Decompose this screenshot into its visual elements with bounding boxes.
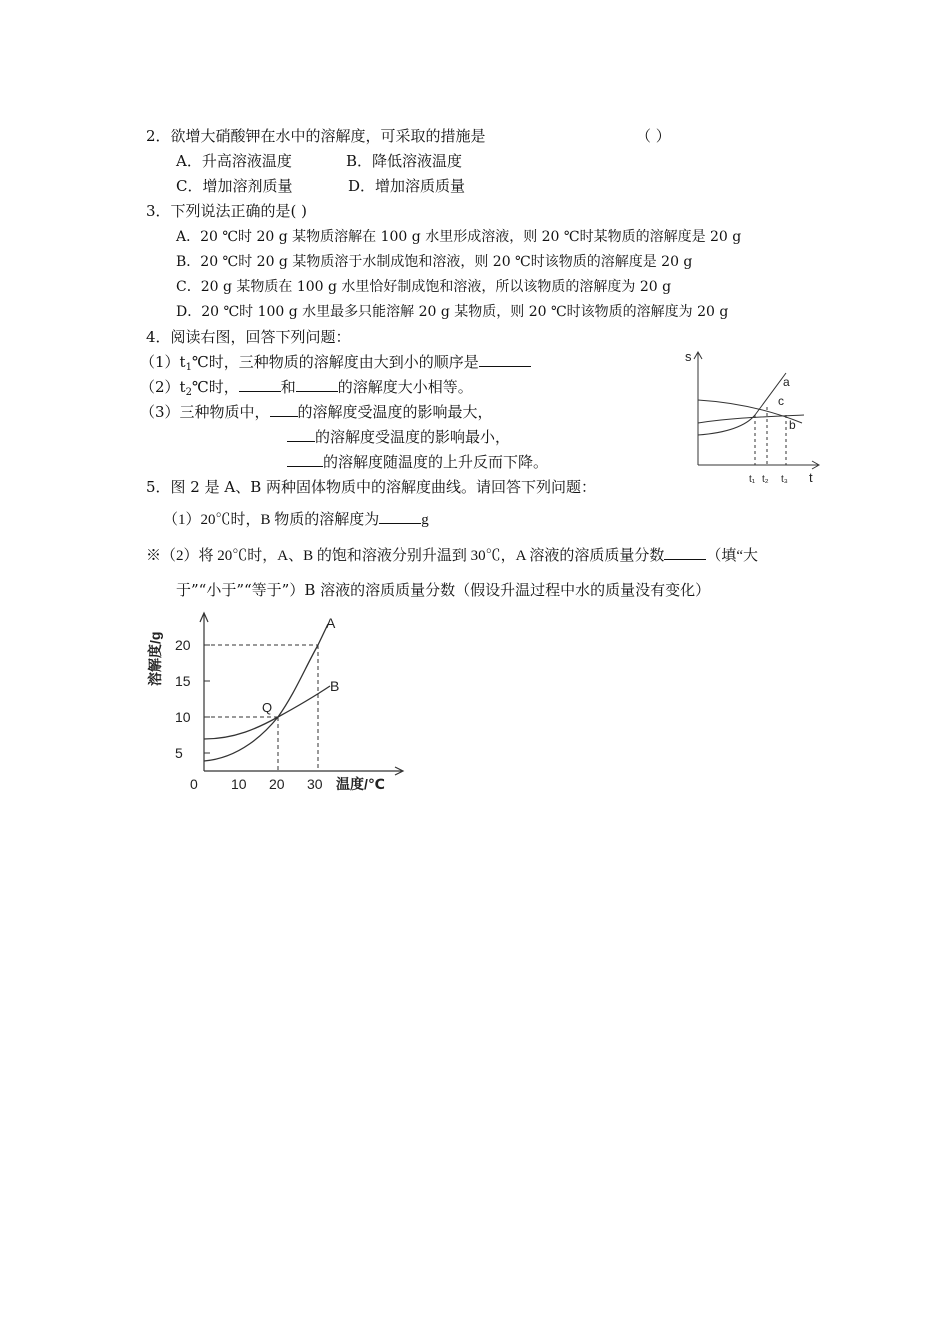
- q2-option-c: C．增加溶剂质量: [176, 177, 293, 195]
- x-tick-label-20: 20: [269, 776, 285, 792]
- q4-part-2-prefix: （2）t: [140, 378, 186, 396]
- t3-label: t₃: [781, 474, 788, 485]
- answer-blank[interactable]: [270, 402, 298, 417]
- y-tick-label-10: 10: [175, 709, 191, 725]
- q5-part-2-hint: （填“大: [706, 548, 759, 564]
- curve-a-label: a: [783, 375, 790, 389]
- y-tick-label-5: 5: [175, 745, 183, 761]
- q4-part-2-text: ℃时，: [191, 378, 239, 396]
- x-tick-label-10: 10: [231, 776, 247, 792]
- q2-stem: 2．欲增大硝酸钾在水中的溶解度，可采取的措施是: [146, 127, 486, 145]
- t2-subscript: 2: [185, 387, 192, 398]
- curve-b-label: B: [330, 678, 340, 694]
- q4-part-3-text-a: 的溶解度受温度的影响最大，: [297, 403, 493, 421]
- q4-part-3: [140, 402, 493, 422]
- t2-label: t₂: [762, 474, 769, 485]
- q2-answer-paren: （ ）: [636, 127, 671, 145]
- q4-part-3-line-2: [287, 427, 510, 447]
- q4-part-3-text-c: 的溶解度随温度的上升反而下降。: [323, 453, 549, 471]
- q5-part-2-line-1: [146, 545, 758, 566]
- q4-part-3-prefix: （3）三种物质中，: [140, 403, 270, 421]
- q5-part-1-unit: g: [421, 512, 429, 528]
- curve-a: [698, 373, 786, 435]
- q4-part-2-suffix: 的溶解度大小相等。: [337, 378, 473, 396]
- q2-option-b: B．降低溶液温度: [346, 152, 463, 170]
- x-tick-label-30: 30: [307, 776, 323, 792]
- curve-c-label: c: [778, 394, 784, 408]
- q4-part-2-and: 和: [280, 378, 296, 396]
- answer-blank[interactable]: [664, 545, 706, 560]
- q5-part-1: [163, 509, 429, 530]
- answer-blank[interactable]: [287, 452, 323, 467]
- answer-blank[interactable]: [239, 377, 281, 392]
- q4-part-1-prefix: （1）t: [140, 353, 186, 371]
- answer-blank[interactable]: [296, 377, 338, 392]
- q4-part-3-text-b: 的溶解度受温度的影响最小，: [315, 428, 511, 446]
- q4-stem: 4．阅读右图，回答下列问题：: [146, 328, 351, 346]
- y-tick-label-15: 15: [175, 673, 191, 689]
- y-axis-label: 溶解度/g: [147, 631, 163, 686]
- y-axis-label: s: [685, 349, 692, 364]
- x-axis-label: 温度/℃: [336, 776, 385, 792]
- q5-part-2-text: ※（2）将 20℃时，A、B 的饱和溶液分别升温到 30℃，A 溶液的溶质质量分数: [146, 548, 665, 564]
- q5-part-2-line-2: 于”“小于”“等于”）B 溶液的溶质质量分数（假设升温过程中水的质量没有变化）: [176, 581, 711, 599]
- curve-b-label: b: [789, 418, 796, 432]
- y-tick-label-20: 20: [175, 637, 191, 653]
- x-axis-label: t: [809, 470, 813, 485]
- answer-blank[interactable]: [479, 352, 531, 367]
- q5-stem: 5．图 2 是 A、B 两种固体物质中的溶解度曲线。请回答下列问题：: [146, 478, 597, 496]
- answer-blank[interactable]: [379, 509, 421, 524]
- q3-option-b: B．20 ℃时 20 g 某物质溶于水制成饱和溶液，则 20 ℃时该物质的溶解度是 20 g: [176, 254, 693, 270]
- q3-stem: 3．下列说法正确的是( ): [146, 202, 308, 220]
- q3-option-c: C．20 g 某物质在 100 g 水里恰好制成饱和溶液，所以该物质的溶解度为 20 g: [176, 279, 672, 295]
- answer-blank[interactable]: [287, 427, 315, 442]
- q3-option-d: D．20 ℃时 100 g 水里最多只能溶解 20 g 某物质，则 20 ℃时该物质的溶解度为 20 g: [176, 304, 729, 320]
- q4-part-1: [140, 352, 531, 378]
- q5-part-1-text: （1）20℃时，B 物质的溶解度为: [163, 512, 380, 528]
- q4-part-3-line-3: [287, 452, 548, 472]
- q2-option-d: D．增加溶质质量: [348, 177, 466, 195]
- q4-part-2: [140, 377, 473, 403]
- solubility-curves-figure: [140, 608, 410, 800]
- x-tick-label-0: 0: [190, 776, 198, 792]
- q4-part-1-text: ℃时，三种物质的溶解度由大到小的顺序是: [191, 353, 479, 371]
- intersection-q-label: Q: [262, 700, 273, 715]
- solubility-sketch-figure: [680, 345, 830, 490]
- curve-a-label: A: [326, 615, 336, 631]
- t1-label: t₁: [749, 474, 756, 485]
- t1-subscript: 1: [185, 362, 192, 373]
- q3-option-a: A．20 ℃时 20 g 某物质溶解在 100 g 水里形成溶液，则 20 ℃时某物质的溶解度是 20 g: [176, 229, 742, 245]
- q2-option-a: A．升高溶液温度: [176, 152, 292, 170]
